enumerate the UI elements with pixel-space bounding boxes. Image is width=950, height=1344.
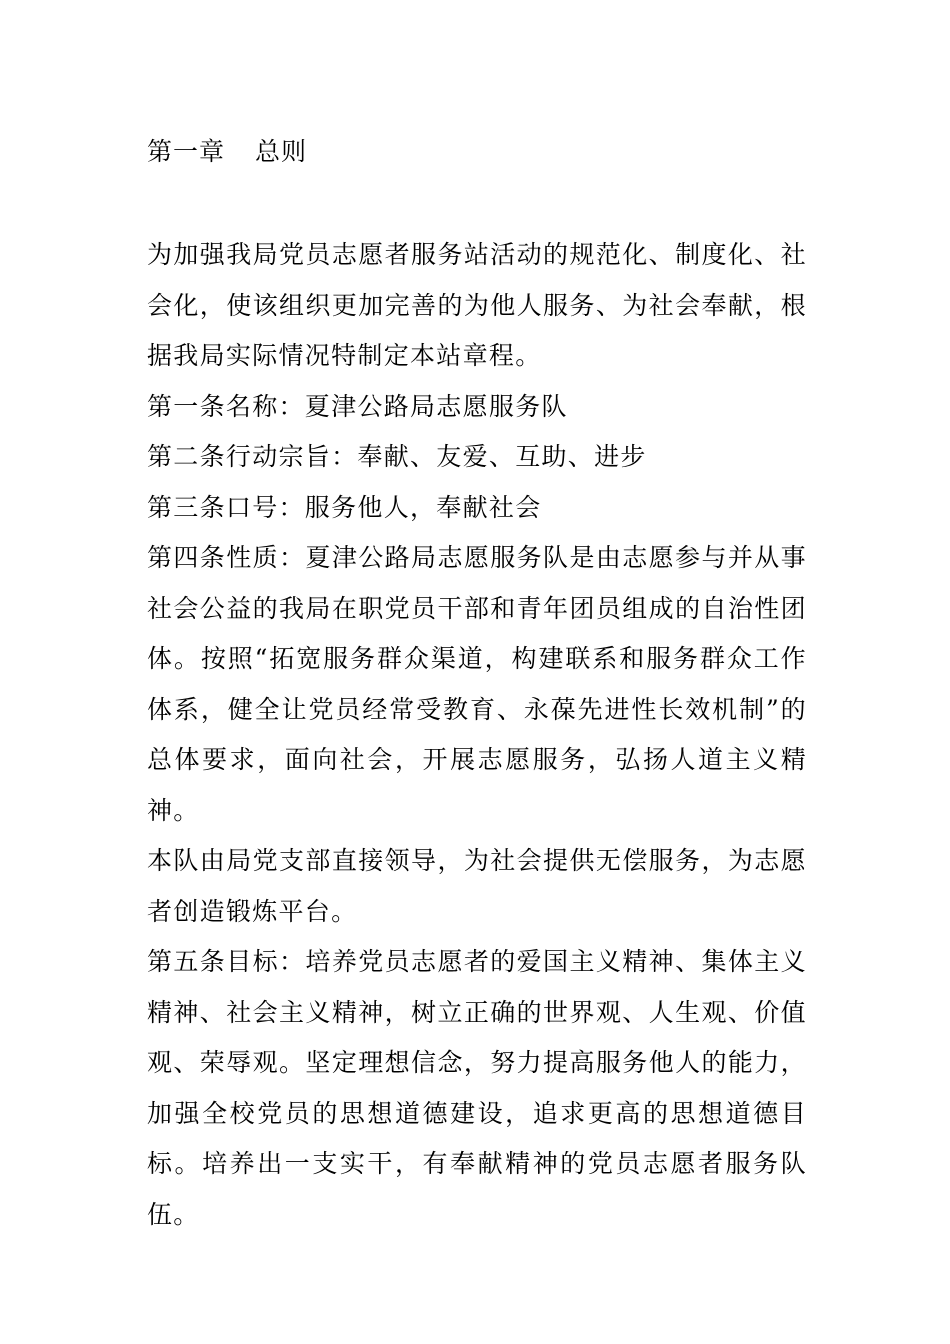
article-4-nature: 第四条性质：夏津公路局志愿服务队是由志愿参与并从事社会公益的我局在职党员干部和青年团员组成的自治性团体。按照“拓宽服务群众渠道，构建联系和服务群众工作体系，健全让党员经常受教育、永葆先进性长效机制”的总体要求，面向社会，开展志愿服务，弘扬人道主义精神。 xyxy=(147,543,807,825)
article-2-purpose: 第二条行动宗旨：奉献、友爱、互助、进步 xyxy=(147,442,647,471)
article-1-name: 第一条名称：夏津公路局志愿服务队 xyxy=(147,391,568,421)
leadership-paragraph: 本队由局党支部直接领导，为社会提供无偿服务，为志愿者创造锻炼平台。 xyxy=(147,846,807,926)
intro-paragraph: 为加强我局党员志愿者服务站活动的规范化、制度化、社会化，使该组织更加完善的为他人服务、为社会奉献，根据我局实际情况特制定本站章程。 xyxy=(147,240,807,370)
chapter-number: 第一章 xyxy=(147,137,226,166)
chapter-heading xyxy=(147,133,307,171)
document-body xyxy=(147,230,807,1240)
article-3-slogan: 第三条口号：服务他人，奉献社会 xyxy=(147,492,542,522)
article-5-goal: 第五条目标：培养党员志愿者的爱国主义精神、集体主义精神、社会主义精神，树立正确的世界观、人生观、价值观、荣辱观。坚定理想信念，努力提高服务他人的能力，加强全校党员的思想道德建设，追求更高的思想道德目标。培养出一支实干，有奉献精神的党员志愿者服务队伍。 xyxy=(147,947,807,1229)
chapter-title: 总则 xyxy=(255,137,308,166)
